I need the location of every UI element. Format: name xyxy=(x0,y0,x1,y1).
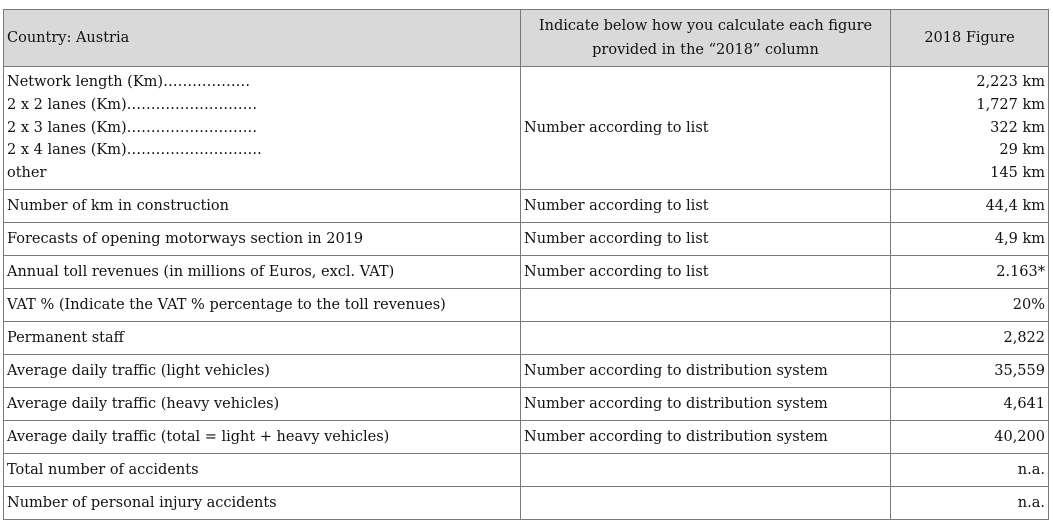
lanes-2x4-label: 2 x 4 lanes (Km)………………………. xyxy=(7,142,262,159)
row-method xyxy=(521,487,891,520)
row-method: Number according to list xyxy=(521,190,891,223)
row-value: 2,822 xyxy=(891,322,1049,355)
method-header-line1: Indicate below how you calculate each figure xyxy=(538,18,873,34)
row-label: VAT % (Indicate the VAT % percentage to the toll revenues) xyxy=(4,289,521,322)
row-label: Average daily traffic (light vehicles) xyxy=(4,355,521,388)
table-row xyxy=(4,454,1049,487)
row-value: 40,200 xyxy=(891,421,1049,454)
method-header xyxy=(521,10,891,67)
row-value: n.a. xyxy=(891,487,1049,520)
lanes-2x2-value: 1,727 km xyxy=(976,96,1045,113)
row-method xyxy=(521,289,891,322)
network-length-label: Network length (Km)……………… xyxy=(7,74,251,90)
row-method: Number according to distribution system xyxy=(521,355,891,388)
other-value: 145 km xyxy=(990,165,1045,182)
lanes-2x4-value: 29 km xyxy=(999,142,1045,159)
row-value: 2.163* xyxy=(891,256,1049,289)
motorway-statistics-table xyxy=(3,9,1049,520)
row-value: 4,641 xyxy=(891,388,1049,421)
row-method xyxy=(521,454,891,487)
table-row xyxy=(4,322,1049,355)
table-row xyxy=(4,388,1049,421)
row-method xyxy=(521,322,891,355)
row-value: 4,9 km xyxy=(891,223,1049,256)
row-method: Number according to distribution system xyxy=(521,421,891,454)
row-method: Number according to list xyxy=(521,223,891,256)
row-value: 44,4 km xyxy=(891,190,1049,223)
network-method-cell: Number according to list xyxy=(521,67,891,190)
network-row xyxy=(4,67,1049,190)
table-row xyxy=(4,256,1049,289)
row-label: Forecasts of opening motorways section in 2019 xyxy=(4,223,521,256)
table-row xyxy=(4,223,1049,256)
row-method: Number according to distribution system xyxy=(521,388,891,421)
table-row xyxy=(4,421,1049,454)
figure-header: 2018 Figure xyxy=(891,10,1049,67)
row-label: Number of km in construction xyxy=(4,190,521,223)
row-label: Number of personal injury accidents xyxy=(4,487,521,520)
row-value: 20% xyxy=(891,289,1049,322)
table-row xyxy=(4,190,1049,223)
network-labels-cell xyxy=(4,67,521,190)
table-row xyxy=(4,289,1049,322)
row-method: Number according to list xyxy=(521,256,891,289)
country-header: Country: Austria xyxy=(4,10,521,67)
table-row xyxy=(4,487,1049,520)
network-length-value: 2,223 km xyxy=(976,74,1045,90)
row-label: Total number of accidents xyxy=(4,454,521,487)
row-label: Annual toll revenues (in millions of Euros, excl. VAT) xyxy=(4,256,521,289)
lanes-2x2-label: 2 x 2 lanes (Km)……………………… xyxy=(7,96,258,113)
row-value: 35,559 xyxy=(891,355,1049,388)
row-label: Permanent staff xyxy=(4,322,521,355)
other-label: other xyxy=(7,165,47,182)
method-header-line2: provided in the “2018” column xyxy=(592,42,819,58)
row-value: n.a. xyxy=(891,454,1049,487)
row-label: Average daily traffic (heavy vehicles) xyxy=(4,388,521,421)
row-label: Average daily traffic (total = light + heavy vehicles) xyxy=(4,421,521,454)
lanes-2x3-value: 322 km xyxy=(990,119,1045,136)
lanes-2x3-label: 2 x 3 lanes (Km)……………………… xyxy=(7,119,258,136)
header-row xyxy=(4,10,1049,67)
table-row xyxy=(4,355,1049,388)
network-values-cell xyxy=(891,67,1049,190)
